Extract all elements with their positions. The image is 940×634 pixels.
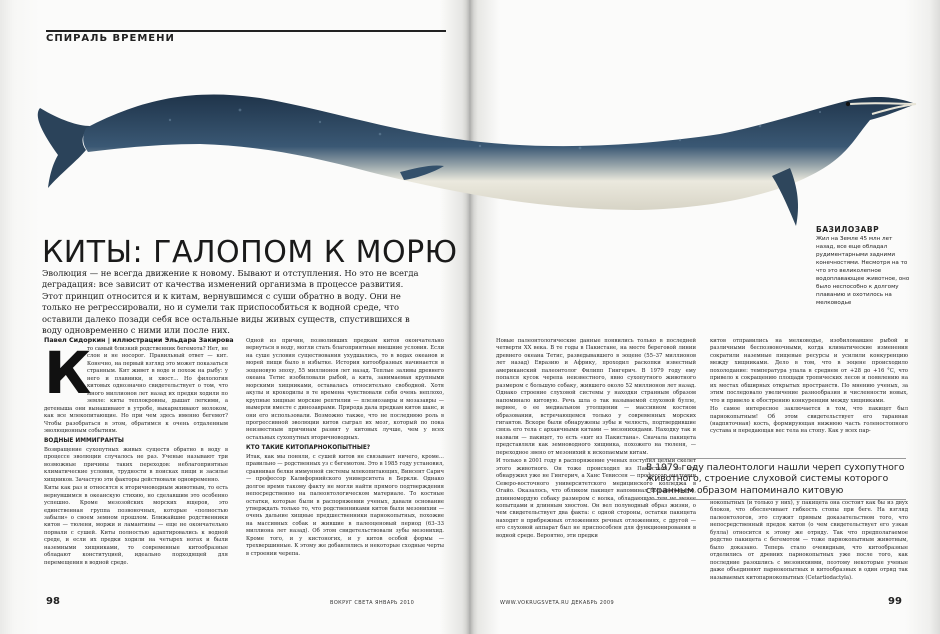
col1-paragraph-1: то самый близкий родственник бегемота? Нет, не слон и не носорог. Правильный ответ — кит. Конечно, на первый взгляд это может показаться странным. Кит живет в воде и похож на рыбу: у него и плавники, и хвост... Но филология китовых однозначно свидетельствует о том, что много миллионов лет назад их предки ходили по земле: киты теплокровны, дышат легкими, а детеныша они вынашивают в утробе, выкармливают молоком, как все млекопитающие. Но при чем здесь именно бегемот? Чтобы разобраться в этом, обратимся к очень отдаленным эволюционным событиям.: [44, 346, 228, 434]
col4-paragraph-3: нокопытных (и только у них), у пакицета она состоит как бы из двух блоков, что обеспечивает гибкость стопы при беге. На взгляд палеонтологов, это служит прямым доказательством того, что непосредственный предок китов (о чем свидетельствует его узкая булла) относится к этому же отряду. Так что предполагаемое родство пакицета с бегемотом — тоже парнокопытным животным, было доказано. Теперь стало очевидным, что китообразные отделились от древних парнокопытных уже после того, как последние разошлись с мезонихиями, поэтому некоторые ученые даже объединяют парнокопытных и китообразных в один отряд так называемых китопарнокопытных (Cetartiodactyla).: [710, 500, 908, 581]
col1-paragraph-3: Киты как раз и относятся к вторичноводным животным, то есть вернувшимся в океанскую стихию, но сделавшим это особенно успешно. Кроме мезозойских морских ящеров, это единственная группа позвоночных, которые «полностью забыли» о своем земном прошлом. Ближайшие родственники китов — тюлени, моржи и ламантины — еще не окончательно порвали с сушей. Киты полностью адаптировались к водной среде, и если их предки ходили на четырех ногах и были наземными хищниками, то современные китообразные обладают конституцией, идеально подходящей для перемещения в водной среде.: [44, 485, 228, 566]
article-headline: КИТЫ: ГАЛОПОМ К МОРЮ: [42, 235, 458, 270]
col2-paragraph-2: Итак, как мы поняли, с сушей китов не связывает ничего, кроме... правильно — родственных уз с бегемотом. Это в 1985 году установил, сравнивая белки иммунной системы млекопитающих, Винсент Сарич — профессор Калифорнийского университета в Беркли. Однако долгое время такому факту не могли найти прямого подтверждения непосредственно на палеонтологическом материале. То костные остатки, которые были в распоряжении ученых, давали основание утверждать только то, что родственниками китов были мезонихии — очень дальние хищные предшественники парнокопытных, похожие на массивных собак и жившие в палеоценовый период (63–33 миллиона лет назад). Об этом свидетельствовали зубы мезонихид. Кроме того, и у кистоногих, и у китов особой формы — трехвершинные. К этому же добавлялись и некоторые сходные черты в строении черепа.: [246, 453, 444, 557]
folio-right: WWW.VOKRUGSVETA.RU ДЕКАБРЬ 2009: [500, 600, 615, 606]
column-4-upper: [710, 338, 908, 454]
caption-text: Жил на Земле 45 млн лет назад, все еще обладал рудиментарными задними конечностями. Несмотря на то что это великолепное водоплавающее животное, оно было неспособно к долгому плаванию и охотилось на мелководье: [816, 236, 910, 306]
col4-paragraph-1: китов отправились на мелководье, изобиловавшее рыбой и различными беспозвоночными, когда климатические изменения сократили наземные пищевые ресурсы и усилили конкуренцию между хищниками. Дело в том, что в эоцене происходило похолодание: температура упала в среднем от +28 до +16 °С, что привело к сокращению площади тропических лесов и появлению на их местах обширных открытых пространств. По мнению ученых, за этим последовало увеличение разнообразия и численности новых, что и привело к обострению конкуренции между хищниками.: [710, 338, 908, 404]
article-lead: Эволюция — не всегда движение к новому. Бывают и отступления. Но это не всегда деградация: все зависит от качества изменений организма в процессе развития. Этот принцип относится и к китам, вернувшимся с суши обратно в воду. Они не только не регрессировали, но и сумели так приспособиться к водной среде, что оставили далеко позади себя все остальные виды живых существ, спустившихся в воду одновременно с ними или после них.: [42, 268, 419, 336]
subhead-whippomorpha: КТО ТАКИЕ КИТОПАРНОКОПЫТНЫЕ?: [246, 445, 371, 452]
illustration-caption: [816, 226, 912, 307]
column-4-lower: [710, 500, 908, 594]
caption-title: БАЗИЛОЗАВР: [816, 225, 880, 234]
col2-paragraph-1: Одной из причин, позволивших предкам китов окончательно вернуться в воду, могли стать благоприятные внешние условия. Если на суше условия существования ухудшались, то в водах океанов и морей пищи было в избытке. История китообразных начинается в эоценовую эпоху, 55 миллионов лет назад. Теплые заливы древнего океана Тетис изобиловали рыбой, а кита, занимаемая крупными морскими хищниками, оставалась относительно свободной. Хотя акулы и крокодилы в те времена чувствовали себя очень неплохо, крупные хищные морские рептилии — плезиозавры и мозазавры — вымерли вместе с динозаврами. Природа дала предкам китов шанс, и они его использовали. Возможно также, что не последнюю роль в прогрессивной эволюции китов сыграл их мозг, который по пока неизвестным причинам развит у китовых лучше, чем у всех остальных сухопутных вторичноводных.: [246, 338, 444, 441]
pull-quote: В 1979 году палеонтологи нашли череп сухопутного животного, строение слуховой системы которого странным образом напоминало китовую: [646, 458, 906, 500]
page-number-left: 98: [46, 596, 60, 607]
col3-paragraph-1: Новые палеонтологические данные появились только в последней четверти XX века. В те годы в Пакистане, на месте береговой линии древнего океана Тетис, разведывавшего в эоцене (55–37 миллионов лет назад) Евразию и Африку, проходил раскопки известный американский палеонтолог Филипп Гингерич. В 1979 году ему попался кусок черепа неизвестного, явно сухопутного животного размером с большую собаку, жившего около 52 миллионов лет назад. Однако строение слуховой системы у находки странным образом напоминало китовую. Речь шла о так называемой слуховой булле, вернее, о ее медиальном утолщении — массивном костном образовании, встречающемся только у современных морских гигантов. Вскоре были обнаружены зубы и челюсть, подтвердившие связь его тела с архаичными китами — мезонихидами. Находку так и назвали — пакицет, то есть «кит из Пакистана». Сначала пакицета представляли как земноводного хищника, похожего на тюленя, — переходное звено от мезонихий к ископаемым китам.: [496, 338, 696, 456]
article-byline: Павел Сидоркин | иллюстрации Эльдара Закирова: [44, 336, 234, 344]
column-2: [246, 338, 444, 594]
section-rubric: СПИРАЛЬ ВРЕМЕНИ: [46, 30, 446, 44]
drop-cap: К: [44, 346, 92, 407]
eye: [846, 102, 850, 106]
col3-paragraph-2: И только в 2001 году в распоряжение ученых поступил целый скелет этого животного. Он тоже происходил из Пакистана, но его обнаружил уже не Гингерич, а Ханс Тевиссен — профессор анатомии Северо-восточного университетского медицинского колледжа в Огайо. Оказалось, что обликом пакицет напоминал большеголовую, длинномордую собаку размером с волка, обладающую тем не менее копытцами и длинным хвостом. Он вел полуводный образ жизни, о чем свидетельствует два факта: с одной стороны, остатки пакицета находят в прибрежных отложениях речных отложениях, с другой — его слуховой аппарат был не приспособлен для функционирования в водной среде. Вероятно, эти предки: [496, 458, 696, 539]
folio-left: ВОКРУГ СВЕТА ЯНВАРЬ 2010: [330, 600, 415, 606]
column-1: [44, 346, 228, 594]
col1-paragraph-2: Возвращение сухопутных живых существ обратно в воду в процессе эволюции случалось не раз. Ученые называют три возможные причины таких переходов: неблагоприятные климатические условия, трудности в поисках пищи и засилье хищников. Зачастую эти факторы действовали одновременно.: [44, 446, 228, 483]
basilosaurus-illustration: [20, 60, 930, 240]
subhead-water-immigrants: ВОДНЫЕ ИММИГРАНТЫ: [44, 438, 124, 445]
col4-paragraph-2: Но самое интересное заключается в том, что пакицет был парнокопытным! Об этом свидетельствует его таранная (надпяточная) кость, формирующая нижнюю часть голеностопного сустава и передающая вес тела на стопу. Как у всех пар-: [710, 406, 908, 435]
page-number-right: 99: [888, 596, 902, 607]
tail-fluke: [38, 108, 90, 188]
